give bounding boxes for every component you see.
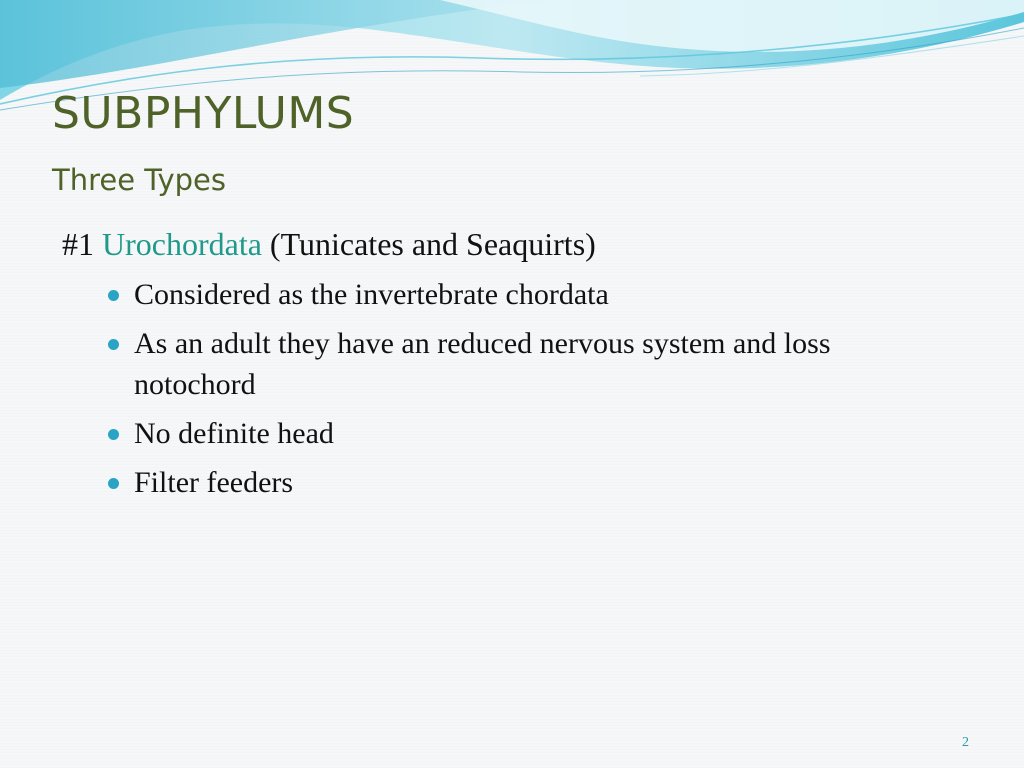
bullet-item <box>134 413 942 454</box>
bullet-dot-icon <box>108 478 119 489</box>
bullet-item <box>134 462 942 503</box>
bullet-text: Filter feeders <box>134 466 294 499</box>
bullet-item <box>134 274 942 315</box>
bullet-list <box>62 274 942 503</box>
slide-subtitle: Three Types <box>52 163 226 197</box>
bullet-dot-icon <box>108 339 119 350</box>
heading-term: Urochordata <box>102 226 262 262</box>
bullet-item <box>134 323 942 405</box>
slide-title: SUBPHYLUMS <box>52 88 355 139</box>
heading-number: #1 <box>62 226 94 262</box>
bullet-text: Considered as the invertebrate chordata <box>134 278 609 311</box>
page-number: 2 <box>962 735 969 750</box>
section-heading <box>62 222 942 266</box>
bullet-dot-icon <box>108 429 119 440</box>
bullet-text: As an adult they have an reduced nervous system and loss notochord <box>134 327 831 401</box>
heading-detail: (Tunicates and Seaquirts) <box>269 226 596 262</box>
slide-body <box>62 222 942 511</box>
bullet-text: No definite head <box>134 417 334 450</box>
bullet-dot-icon <box>108 290 119 301</box>
